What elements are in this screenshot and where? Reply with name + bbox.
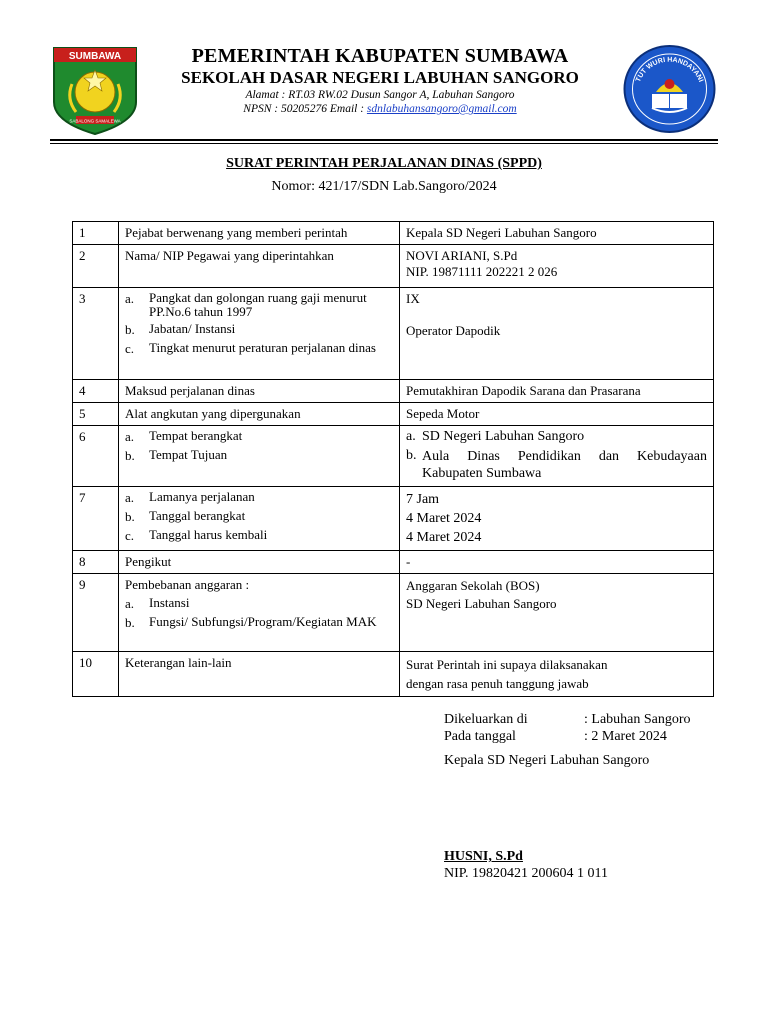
table-row	[73, 222, 714, 245]
sub-item	[406, 448, 707, 482]
sub-item	[125, 448, 393, 464]
budget-source: Anggaran Sekolah (BOS)	[406, 578, 540, 593]
government-name: PEMERINTAH KABUPATEN SUMBAWA	[191, 45, 569, 67]
departure-place: SD Negeri Labuhan Sangoro	[422, 429, 585, 444]
sub-text: Tempat berangkat	[149, 428, 243, 443]
row-label: Pengikut	[119, 551, 400, 574]
departure-date: 4 Maret 2024	[406, 511, 482, 526]
sub-letter: a.	[125, 490, 135, 505]
row-label	[119, 574, 400, 652]
table-row	[73, 551, 714, 574]
row-number: 9	[73, 574, 119, 652]
sub-item	[125, 341, 393, 357]
row-label: Pejabat berwenang yang memberi perintah	[119, 222, 400, 245]
row-label: Keterangan lain-lain	[119, 652, 400, 697]
remark-line-1: Surat Perintah ini supaya dilaksanakan	[406, 657, 608, 672]
sub-letter: c.	[125, 528, 135, 543]
issued-place-row	[444, 711, 691, 728]
sub-letter: a.	[406, 429, 416, 444]
school-contact	[150, 102, 610, 116]
row-number: 5	[73, 403, 119, 426]
issued-block	[444, 711, 691, 745]
svg-text:TUT WURI HANDAYANI: TUT WURI HANDAYANI	[634, 56, 705, 84]
table-row	[73, 403, 714, 426]
employee-nip: NIP. 19871111 202221 2 026	[406, 264, 558, 279]
budget-agency: SD Negeri Labuhan Sangoro	[406, 596, 557, 611]
document-number: Nomor: 421/17/SDN Lab.Sangoro/2024	[271, 179, 497, 194]
sppd-table	[72, 221, 714, 697]
sub-item	[125, 509, 393, 525]
row-value: Sepeda Motor	[400, 403, 714, 426]
row-number: 3	[73, 288, 119, 380]
row-number: 2	[73, 245, 119, 288]
row-number: 4	[73, 380, 119, 403]
sub-letter: a.	[125, 291, 135, 306]
row-value	[400, 574, 714, 652]
row-number: 1	[73, 222, 119, 245]
tut-wuri-handayani-logo	[622, 44, 717, 134]
sub-item	[125, 322, 393, 338]
header-divider-thin	[50, 143, 718, 144]
row-label	[119, 288, 400, 380]
sub-letter: b.	[125, 615, 135, 630]
sub-item	[406, 429, 707, 445]
row-label: Nama/ NIP Pegawai yang diperintahkan	[119, 245, 400, 288]
row-label: Alat angkutan yang dipergunakan	[119, 403, 400, 426]
row-value	[400, 288, 714, 380]
svg-text:SABALONG SAMALEWA: SABALONG SAMALEWA	[69, 118, 121, 124]
row-number: 6	[73, 426, 119, 487]
row-label: Maksud perjalanan dinas	[119, 380, 400, 403]
row-number: 10	[73, 652, 119, 697]
sub-letter: a.	[125, 429, 135, 444]
row-value: -	[400, 551, 714, 574]
signer-role: Kepala SD Negeri Labuhan Sangoro	[444, 753, 650, 768]
sub-letter: b.	[406, 448, 417, 463]
row-value: Kepala SD Negeri Labuhan Sangoro	[400, 222, 714, 245]
sub-text: Pangkat dan golongan ruang gaji menurut PP.No.6 tahun 1997	[149, 290, 367, 319]
issued-date-value: : 2 Maret 2024	[584, 729, 667, 744]
sub-item	[125, 596, 393, 612]
table-row	[73, 426, 714, 487]
table-row	[73, 487, 714, 551]
issued-place-value: : Labuhan Sangoro	[584, 712, 691, 727]
school-address: Alamat : RT.03 RW.02 Dusun Sangor A, Labuhan Sangoro	[245, 89, 515, 101]
signer-name: HUSNI, S.Pd	[444, 849, 523, 864]
sub-letter: a.	[125, 596, 135, 611]
sub-item	[125, 528, 393, 544]
table-row	[73, 380, 714, 403]
remark-line-2: dengan rasa penuh tanggung jawab	[406, 676, 589, 691]
sumbawa-regency-logo	[50, 44, 140, 136]
table-row	[73, 652, 714, 697]
issued-date-row	[444, 728, 691, 745]
row-value	[400, 652, 714, 697]
sub-text: Lamanya perjalanan	[149, 489, 255, 504]
sub-letter: c.	[125, 341, 135, 356]
sub-item	[125, 429, 393, 445]
svg-text:SUMBAWA: SUMBAWA	[68, 51, 122, 62]
sub-text: Jabatan/ Instansi	[149, 321, 236, 336]
sub-letter: b.	[125, 509, 135, 524]
npsn-label: NPSN : 50205276 Email :	[243, 103, 367, 115]
return-date: 4 Maret 2024	[406, 530, 482, 545]
issued-date-label: Pada tanggal	[444, 729, 516, 744]
sub-item	[125, 490, 393, 506]
document-title: SURAT PERINTAH PERJALANAN DINAS (SPPD)	[226, 156, 542, 171]
table-row	[73, 245, 714, 288]
signer-nip: NIP. 19820421 200604 1 011	[444, 866, 608, 881]
row-value	[400, 245, 714, 288]
row-value	[400, 487, 714, 551]
sub-text: Fungsi/ Subfungsi/Program/Kegiatan MAK	[149, 614, 377, 629]
row-label	[119, 426, 400, 487]
issued-place-label: Dikeluarkan di	[444, 712, 528, 727]
row-value: Pemutakhiran Dapodik Sarana dan Prasarana	[400, 380, 714, 403]
sub-item	[125, 615, 393, 631]
sub-item	[125, 291, 393, 319]
sub-text: Tingkat menurut peraturan perjalanan dinas	[149, 340, 376, 355]
letterhead	[150, 44, 610, 116]
row-label	[119, 487, 400, 551]
header-divider-thick	[50, 139, 718, 141]
sub-letter: b.	[125, 322, 135, 337]
table-row	[73, 574, 714, 652]
row-number: 7	[73, 487, 119, 551]
email-link[interactable]: sdnlabuhansangoro@gmail.com	[366, 103, 517, 115]
sub-letter: b.	[125, 448, 135, 463]
school-name: SEKOLAH DASAR NEGERI LABUHAN SANGORO	[181, 68, 579, 87]
duration-value: 7 Jam	[406, 492, 440, 507]
position-value: Operator Dapodik	[406, 323, 501, 338]
sub-text: Instansi	[149, 595, 190, 610]
table-row	[73, 288, 714, 380]
employee-name: NOVI ARIANI, S.Pd	[406, 248, 518, 263]
row-value	[400, 426, 714, 487]
destination-place: Aula Dinas Pendidikan dan Kebudayaan Kabupaten Sumbawa	[422, 449, 707, 481]
rank-value: IX	[406, 291, 420, 306]
sub-text: Tanggal harus kembali	[149, 527, 268, 542]
sub-heading: Pembebanan anggaran :	[125, 577, 250, 592]
sub-text: Tempat Tujuan	[149, 447, 228, 462]
sub-text: Tanggal berangkat	[149, 508, 246, 523]
row-number: 8	[73, 551, 119, 574]
